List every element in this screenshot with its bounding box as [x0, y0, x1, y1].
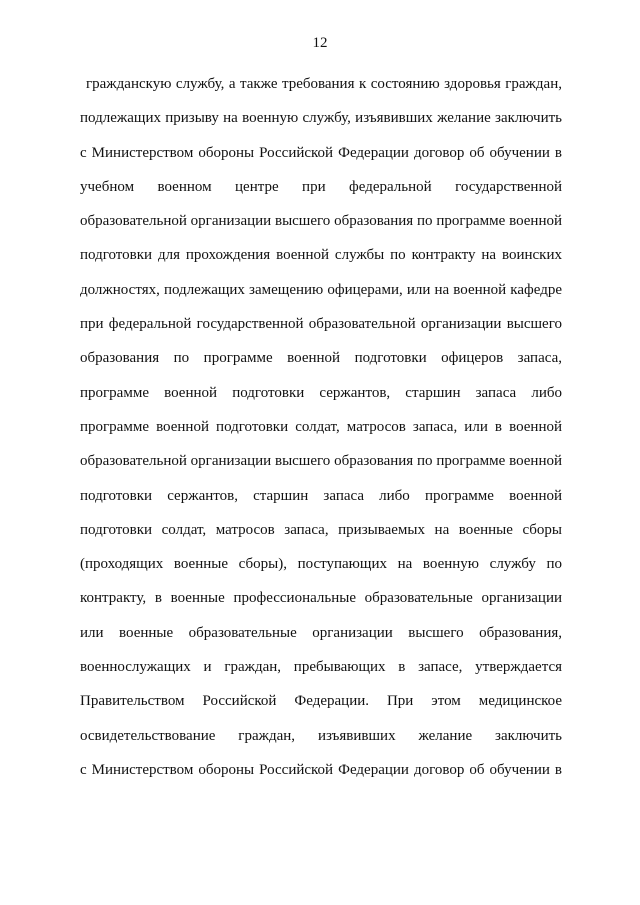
text-line: гражданскую службу, а также требования к состоянию здоровья граждан, [86, 76, 562, 92]
text-line: Правительством Российской Федерации. При этом медицинское [80, 693, 562, 710]
text-line: освидетельствование граждан, изъявивших желание заключить [80, 727, 562, 744]
text-line: или военные образовательные организации высшего образования, [80, 624, 562, 641]
text-line: учебном военном центре при федеральной государственной [80, 178, 562, 195]
text-line: подготовки сержантов, старшин запаса либо программе военной [80, 487, 562, 504]
text-line: с Министерством обороны Российской Федерации договор об обучении в [80, 761, 562, 778]
text-line: военнослужащих и граждан, пребывающих в запасе, утверждается [80, 659, 562, 676]
body-text [80, 73, 562, 793]
text-line: при федеральной государственной образовательной организации высшего [80, 316, 562, 333]
text-line: образования по программе военной подготовки офицеров запаса, [80, 350, 562, 367]
text-line: программе военной подготовки солдат, матросов запаса, или в военной [80, 418, 562, 435]
text-line: подлежащих призыву на военную службу, изъявивших желание заключить [80, 110, 562, 127]
text-line: (проходящих военные сборы), поступающих на военную службу по [80, 556, 562, 573]
text-line: с Министерством обороны Российской Федерации договор об обучении в [80, 144, 562, 161]
text-line: образовательной организации высшего образования по программе военной [80, 453, 562, 470]
text-line: контракту, в военные профессиональные образовательные организации [80, 590, 562, 607]
text-line: подготовки для прохождения военной службы по контракту на воинских [80, 247, 562, 264]
text-line: подготовки солдат, матросов запаса, призываемых на военные сборы [80, 521, 562, 538]
text-line: должностях, подлежащих замещению офицерами, или на военной кафедре [80, 281, 562, 298]
page-number: 12 [312, 35, 328, 51]
text-line: образовательной организации высшего образования по программе военной [80, 213, 562, 230]
text-line: программе военной подготовки сержантов, старшин запаса либо [80, 384, 562, 401]
